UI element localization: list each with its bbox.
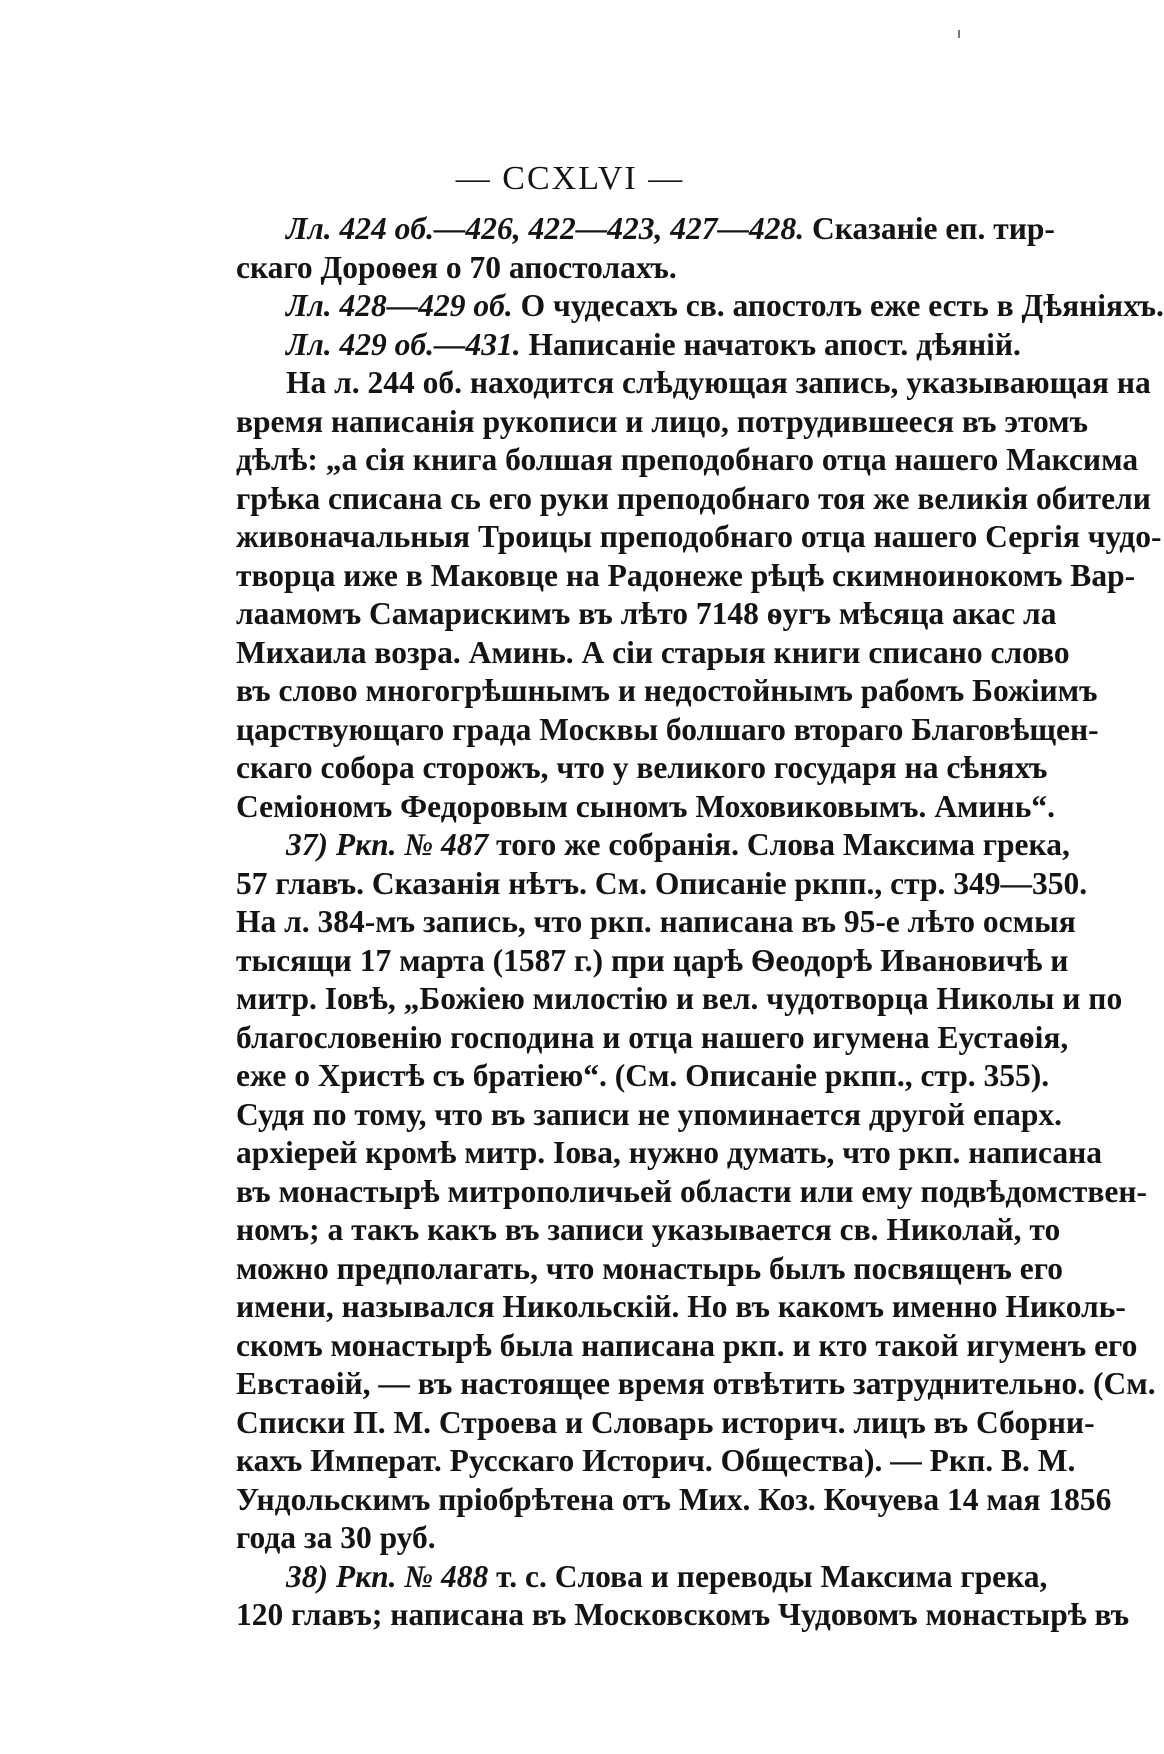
text-line — [236, 942, 1069, 981]
line-text: митр. Іовѣ, „Божіею милостію и вел. чудотворца Николы и по — [236, 981, 1123, 1016]
text-line — [236, 826, 1070, 865]
text-line — [236, 595, 1057, 634]
text-line — [236, 326, 1038, 365]
text-line — [236, 1596, 1130, 1635]
line-text: въ монастырѣ митрополичьей области или ему подвѣдомствен- — [236, 1173, 1147, 1209]
page-body-text — [236, 210, 1164, 1635]
line-text: На л. 244 об. находится слѣдующая запись, указывающая на — [286, 365, 1151, 400]
line-text: царствующаго града Москвы болшаго втораго Благовѣщен- — [236, 711, 1099, 747]
reference-italic: Лл. 429 об.—431. — [286, 326, 521, 362]
text-line — [236, 903, 1076, 942]
line-text: скомъ монастырѣ была написана ркп. и кто такой игуменъ его — [236, 1327, 1138, 1363]
line-text: грѣка списана сь его руки преподобнаго тоя же великія обители — [236, 480, 1151, 516]
text-line — [236, 210, 1055, 249]
text-line — [236, 364, 1151, 403]
line-text: тысящи 17 марта (1587 г.) при царѣ Ѳеодорѣ Ивановичѣ и — [236, 942, 1069, 978]
line-text: время написанія рукописи и лицо, потрудившееся въ этомъ — [236, 403, 1088, 439]
reference-italic: 37) Ркп. № 487 — [286, 827, 489, 862]
text-line — [236, 1327, 1138, 1366]
text-line — [236, 1288, 1126, 1327]
text-line — [236, 1481, 1112, 1520]
line-text: живоначальныя Троицы преподобнаго отца нашего Сергія чудо- — [236, 519, 1162, 554]
line-text: еже о Христѣ съ братіею“. (См. Описаніе ркпп., стр. 355). — [236, 1058, 1050, 1093]
line-text: въ слово многогрѣшнымъ и недостойнымъ рабомъ Божіимъ — [236, 673, 1098, 708]
line-text: кахъ Императ. Русскаго Историч. Общества). — Ркп. В. М. — [236, 1443, 1076, 1478]
page-number-header: — CCXLVI — — [455, 160, 685, 197]
text-line — [236, 441, 1139, 480]
line-text: имени, назывался Никольскій. Но въ какомъ именно Николь- — [236, 1289, 1126, 1324]
text-line — [236, 287, 1164, 326]
line-text: На л. 384-мъ запись, что ркп. написана въ 95-е лѣто осмыя — [236, 904, 1076, 939]
print-speck — [958, 30, 960, 38]
line-text: номъ; а такъ какъ въ записи указывается св. Николай, то — [236, 1212, 1061, 1247]
text-line — [236, 1057, 1050, 1096]
line-text: Сказаніе еп. тир- — [804, 211, 1055, 246]
text-line — [236, 1519, 1038, 1558]
text-line — [236, 1134, 1103, 1173]
text-line — [236, 1019, 1069, 1058]
line-text: Ундольскимъ пріобрѣтена отъ Мих. Коз. Кочуева 14 мая 1856 — [236, 1481, 1112, 1517]
text-line — [236, 403, 1088, 442]
line-text: Михаила возра. Аминь. А сіи старыя книги списано слово — [236, 634, 1070, 670]
line-text: творца иже в Маковце на Радонеже рѣцѣ скимноинокомъ Вар- — [236, 557, 1136, 593]
text-line — [236, 788, 1055, 827]
line-text: О чудесахъ св. апостолъ еже есть в Дѣяніяхъ. — [512, 288, 1164, 323]
text-line — [236, 711, 1099, 750]
text-line — [236, 249, 1038, 288]
text-line — [236, 1250, 1064, 1289]
text-line — [236, 634, 1070, 673]
text-line — [236, 480, 1151, 519]
reference-italic: 38) Ркп. № 488 — [286, 1558, 489, 1594]
text-line — [236, 1442, 1076, 1481]
text-line — [236, 865, 1088, 904]
text-line — [236, 980, 1123, 1019]
line-text: 120 главъ; написана въ Московскомъ Чудовомъ монастырѣ въ — [236, 1597, 1130, 1632]
text-line — [236, 749, 1048, 788]
line-text: Написаніе начатокъ апост. дѣяній. — [520, 326, 1021, 362]
text-line — [236, 672, 1098, 711]
line-text: лаамомъ Самарискимъ въ лѣто 7148 ѳугъ мѣсяца акас ла — [236, 596, 1057, 631]
text-line — [236, 1365, 1156, 1404]
line-text: дѣлѣ: „а сія книга болшая преподобнаго отца нашего Максима — [236, 442, 1139, 477]
line-text: Семіономъ Федоровым сыномъ Моховиковымъ. Аминь“. — [236, 788, 1055, 824]
text-line — [236, 1173, 1147, 1212]
line-text: Евстаѳій, — въ настоящее время отвѣтить затруднительно. (См. — [236, 1366, 1156, 1401]
text-line — [236, 518, 1162, 557]
line-text: того же собранія. Слова Максима грека, — [488, 827, 1070, 862]
text-line — [236, 1404, 1095, 1443]
line-text: 57 главъ. Сказанія нѣтъ. См. Описаніе ркпп., стр. 349—350. — [236, 865, 1088, 901]
reference-italic: Лл. 424 об.—426, 422—423, 427—428. — [286, 211, 805, 246]
line-text: Списки П. М. Строева и Словарь историч. лицъ въ Сборни- — [236, 1404, 1095, 1440]
line-text: скаго собора сторожъ, что у великого государя на сѣняхъ — [236, 750, 1048, 785]
text-line — [236, 1211, 1061, 1250]
line-text: Судя по тому, что въ записи не упоминается другой епарх. — [236, 1096, 1062, 1132]
line-text: года за 30 руб. — [236, 1520, 436, 1555]
text-line — [236, 1096, 1062, 1135]
text-line — [236, 1558, 1048, 1597]
reference-italic: Лл. 428—429 об. — [286, 288, 513, 323]
line-text: можно предполагать, что монастырь былъ посвященъ его — [236, 1250, 1064, 1286]
line-text: архіерей кромѣ митр. Іова, нужно думать, что ркп. написана — [236, 1135, 1103, 1170]
line-text: т. с. Слова и переводы Максима грека, — [488, 1558, 1048, 1594]
text-line — [236, 557, 1136, 596]
line-text: скаго Дороѳея о 70 апостолахъ. — [236, 249, 677, 285]
line-text: благословенію господина и отца нашего игумена Еустаѳія, — [236, 1019, 1069, 1055]
